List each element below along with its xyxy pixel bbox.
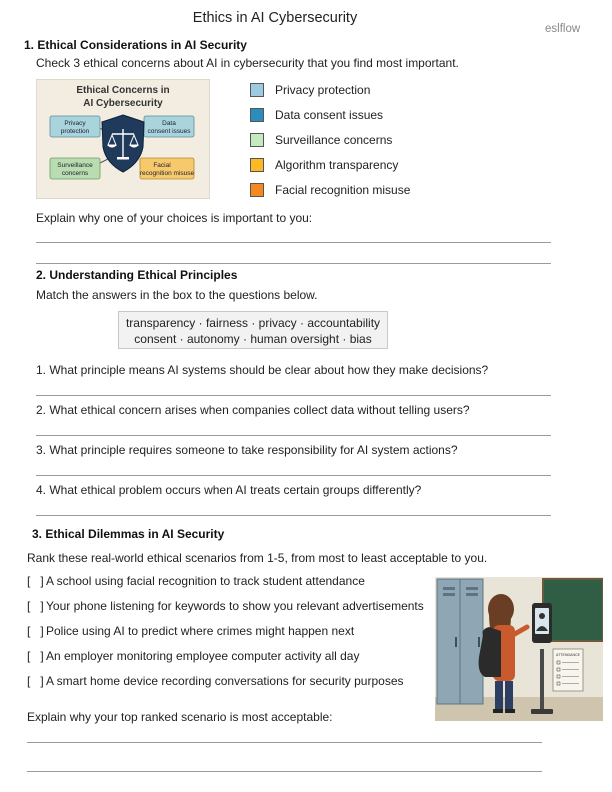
answer-line[interactable] (27, 771, 542, 772)
scenario-3: Police using AI to predict where crimes might happen next (46, 624, 355, 638)
rank-bracket[interactable]: [ ] (27, 624, 44, 638)
svg-text:protection: protection (60, 128, 90, 135)
word-bank (118, 311, 388, 349)
answer-line[interactable] (27, 742, 542, 743)
option-checkbox-data-consent[interactable] (250, 108, 264, 122)
option-checkbox-privacy[interactable] (250, 83, 264, 97)
svg-text:recognition misuse: recognition misuse (139, 170, 195, 177)
answer-line[interactable] (36, 435, 551, 436)
question-4: 4. What ethical problem occurs when AI treats certain groups differently? (36, 483, 422, 497)
answer-line[interactable] (36, 242, 551, 243)
word-bank-line: transparency · fairness · privacy · accountability (125, 316, 381, 330)
page-title: Ethics in AI Cybersecurity (192, 10, 358, 26)
svg-text:Facial: Facial (153, 162, 171, 169)
answer-line[interactable] (36, 395, 551, 396)
rank-bracket[interactable]: [ ] (27, 574, 44, 588)
brand-logo-text: eslflow (545, 23, 581, 35)
section3-explain-prompt: Explain why your top ranked scenario is most acceptable: (27, 710, 333, 724)
question-1: 1. What principle means AI systems should be clear about how they make decisions? (36, 363, 489, 377)
question-3: 3. What principle requires someone to take responsibility for AI system actions? (36, 443, 458, 457)
option-checkbox-surveillance[interactable] (250, 133, 264, 147)
school-facial-recognition-illustration (435, 577, 603, 721)
section3-heading: 3. Ethical Dilemmas in AI Security (32, 527, 225, 541)
svg-text:Data: Data (162, 120, 176, 127)
section1-heading: 1. Ethical Considerations in AI Security (24, 38, 247, 52)
word-bank-line: consent · autonomy · human oversight · bias (134, 332, 372, 346)
rank-bracket[interactable]: [ ] (27, 599, 44, 613)
attendance-sign: ATTENDANCE (555, 653, 581, 657)
svg-text:Surveillance: Surveillance (57, 162, 93, 169)
illustration-title-line2: AI Cybersecurity (83, 98, 163, 109)
section2-heading: 2. Understanding Ethical Principles (36, 268, 238, 282)
svg-text:consent issues: consent issues (147, 128, 191, 135)
svg-text:concerns: concerns (61, 170, 89, 177)
scenario-5: A smart home device recording conversations for security purposes (46, 674, 404, 688)
scenario-4: An employer monitoring employee computer activity all day (46, 649, 360, 663)
svg-text:Privacy: Privacy (64, 120, 86, 127)
option-label-facial: Facial recognition misuse (275, 183, 411, 197)
scenario-2: Your phone listening for keywords to show you relevant advertisements (46, 599, 424, 613)
question-2: 2. What ethical concern arises when companies collect data without telling users? (36, 403, 470, 417)
answer-line[interactable] (36, 515, 551, 516)
section3-instruction: Rank these real-world ethical scenarios from 1-5, from most to least acceptable to you. (27, 551, 488, 565)
scenario-1: A school using facial recognition to track student attendance (46, 574, 365, 588)
section1-instruction: Check 3 ethical concerns about AI in cybersecurity that you find most important. (36, 56, 459, 70)
illustration-title-line1: Ethical Concerns in (76, 85, 170, 96)
rank-bracket[interactable]: [ ] (27, 649, 44, 663)
section1-explain-prompt: Explain why one of your choices is important to you: (36, 211, 313, 225)
answer-line[interactable] (36, 263, 551, 264)
option-label-algorithm: Algorithm transparency (275, 158, 399, 172)
option-label-privacy: Privacy protection (275, 83, 371, 97)
ethical-concerns-illustration (36, 79, 210, 199)
option-checkbox-algorithm[interactable] (250, 158, 264, 172)
option-label-surveillance: Surveillance concerns (275, 133, 393, 147)
section2-instruction: Match the answers in the box to the questions below. (36, 288, 318, 302)
rank-bracket[interactable]: [ ] (27, 674, 44, 688)
answer-line[interactable] (36, 475, 551, 476)
option-checkbox-facial[interactable] (250, 183, 264, 197)
option-label-data-consent: Data consent issues (275, 108, 384, 122)
